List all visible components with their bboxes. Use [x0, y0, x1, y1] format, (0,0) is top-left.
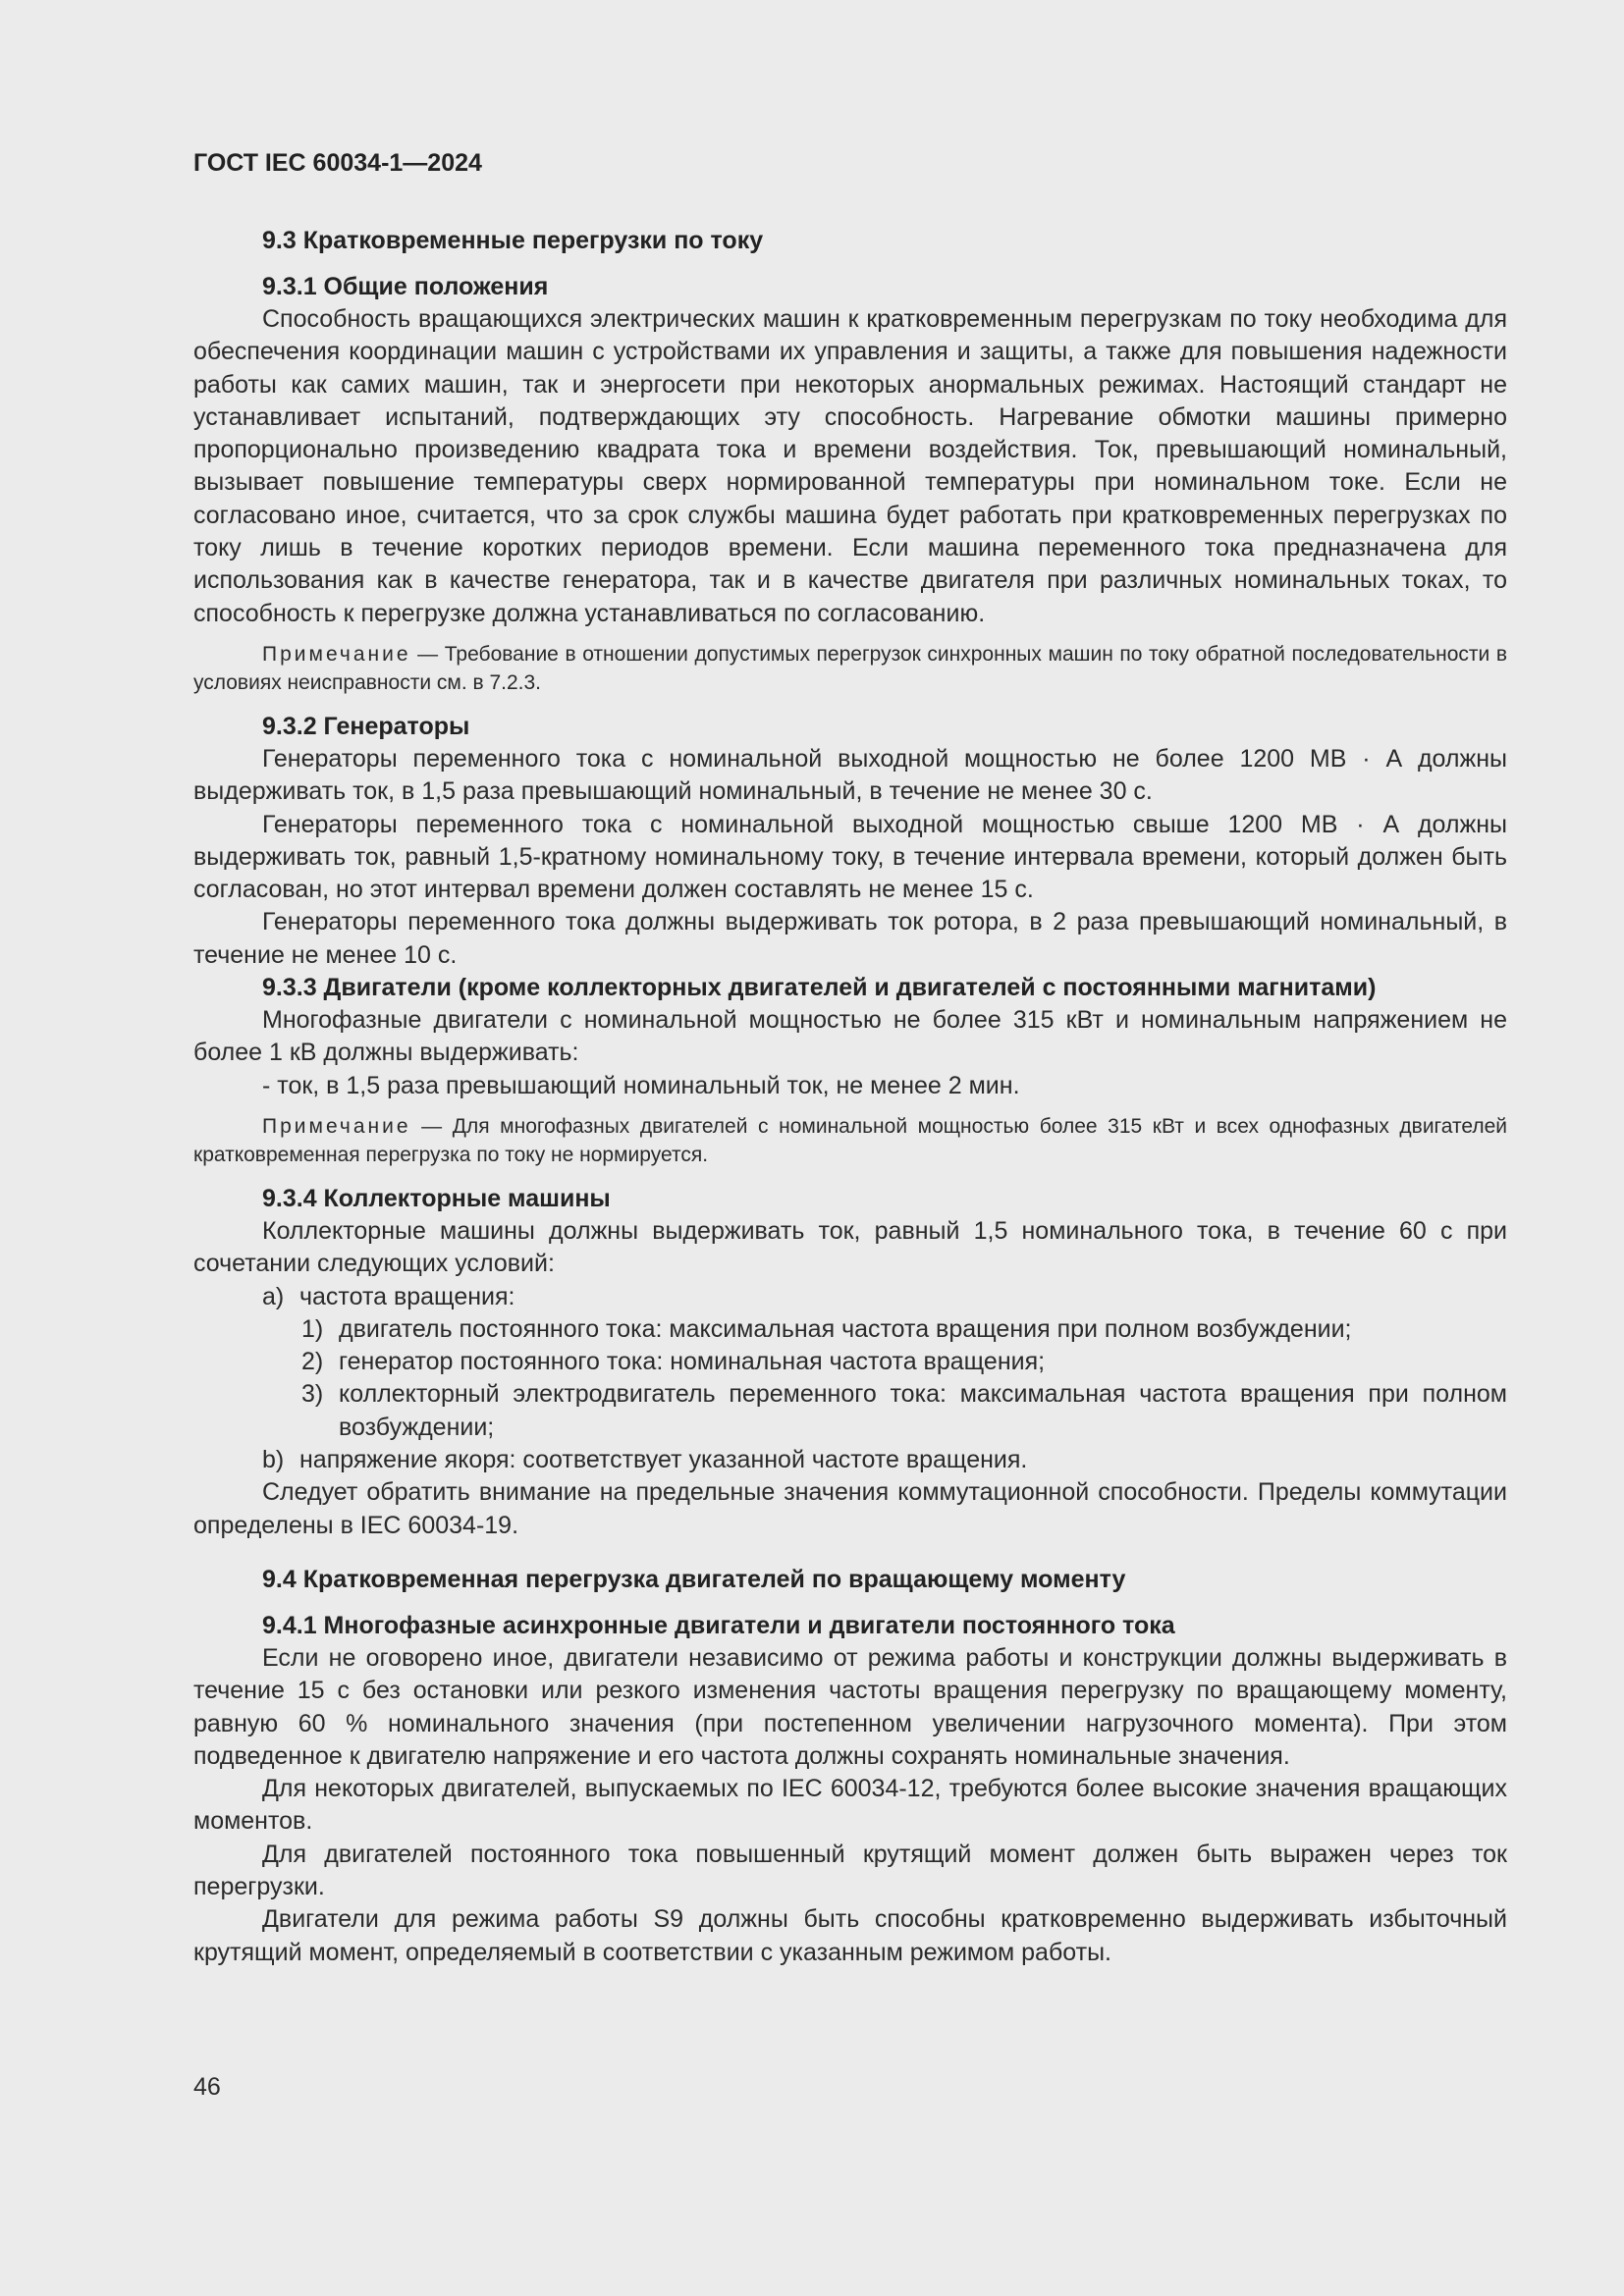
- section-9-3-1-title: 9.3.1 Общие положения: [262, 273, 549, 300]
- list-item-a-1: [193, 1313, 1507, 1346]
- section-9-4-1-paragraph-4: Двигатели для режима работы S9 должны быть способны кратковременно выдерживать избыточный крутящий момент, определяемый в соответствии с указанным режимом работы.: [193, 1905, 1507, 1966]
- section-9-3-2-paragraph-2: Генераторы переменного тока с номинальной выходной мощностью свыше 1200 МВ · А должны выдерживать ток, равный 1,5-кратному номинальному току, в течение интервала времени, который должен быть согласован, но этот интервал времени должен составлять не менее 15 с.: [193, 810, 1507, 904]
- document-header: ГОСТ IEC 60034-1—2024: [193, 149, 482, 177]
- section-9-3-1-note: [193, 640, 1507, 697]
- section-9-3-3-list-item: - ток, в 1,5 раза превышающий номинальный ток, не менее 2 мин.: [262, 1071, 1020, 1099]
- page-number: 46: [193, 2073, 221, 2101]
- list-text: напряжение якоря: соответствует указанной частоте вращения.: [299, 1446, 1028, 1474]
- section-9-3-1-paragraph: Способность вращающихся электрических машин к кратковременным перегрузкам по току необходима для обеспечения координации машин с устройствами их управления и защиты, а также для повышения надежности работы как самих машин, так и энергосети при некоторых анормальных режимах. Настоящий стандарт не устанавливает испытаний, подтверждающих эту способность. Нагревание обмотки машины примерно пропорционально произведению квадрата тока и времени воздействия. Ток, превышающий номинальный, вызывает повышение температуры сверх нормированной температуры при номинальном токе. Если не согласовано иное, считается, что за срок службы машина будет работать при кратковременных перегрузках по току лишь в течение коротких периодов времени. Если машина переменного тока предназначена для использования как в качестве генератора, так и в качестве двигателя при различных номинальных токах, то способность к перегрузке должна устанавливаться по согласованию.: [193, 305, 1507, 627]
- section-9-3-3-title: 9.3.3 Двигатели (кроме коллекторных двигателей и двигателей с постоянными магнитами): [262, 974, 1377, 1002]
- section-9-4-1-paragraph-3: Для двигателей постоянного тока повышенный крутящий момент должен быть выражен через ток перегрузки.: [193, 1840, 1507, 1900]
- list-item-b: [193, 1444, 1507, 1476]
- section-9-3-3-paragraph: Многофазные двигатели с номинальной мощностью не более 315 кВт и номинальным напряжением не более 1 кВ должны выдерживать:: [193, 1006, 1507, 1067]
- section-9-4-1-paragraph-1: Если не оговорено иное, двигатели независимо от режима работы и конструкции должны выдерживать в течение 15 с без остановки или резкого изменения частоты вращения перегрузку по вращающему моменту, равную 60 % номинального значения (при постепенном увеличении нагрузочного момента). При этом подведенное к двигателю напряжение и его частота должны сохранять номинальные значения.: [193, 1643, 1507, 1770]
- list-text: двигатель постоянного тока: максимальная частота вращения при полном возбуждении;: [339, 1314, 1352, 1343]
- list-text: генератор постоянного тока: номинальная частота вращения;: [339, 1348, 1046, 1376]
- section-9-3-3-note: [193, 1112, 1507, 1169]
- list-item-a: [193, 1281, 1507, 1313]
- section-9-3-4-title: 9.3.4 Коллекторные машины: [262, 1184, 611, 1212]
- list-marker: a): [262, 1282, 285, 1310]
- section-9-4-1-title: 9.4.1 Многофазные асинхронные двигатели и двигатели постоянного тока: [262, 1611, 1175, 1639]
- list-marker: 2): [301, 1348, 324, 1376]
- list-text: частота вращения:: [299, 1282, 515, 1310]
- note-text: — Для многофазных двигателей с номинальной мощностью более 315 кВт и всех однофазных двигателей кратковременная перегрузка по току не нормируется.: [193, 1114, 1507, 1166]
- list-item-a-2: [193, 1346, 1507, 1378]
- section-9-4-1-paragraph-2: Для некоторых двигателей, выпускаемых по IEC 60034-12, требуются более высокие значения вращающих моментов.: [193, 1775, 1507, 1836]
- list-marker: 3): [301, 1380, 324, 1409]
- note-label: Примечание: [262, 642, 411, 666]
- section-9-3-4-paragraph-2: Следует обратить внимание на предельные значения коммутационной способности. Пределы коммутации определены в IEC 60034-19.: [193, 1478, 1507, 1539]
- section-9-4-title: 9.4 Кратковременная перегрузка двигателей по вращающему моменту: [262, 1565, 1126, 1593]
- note-text: — Требование в отношении допустимых перегрузок синхронных машин по току обратной последовательности в условиях неисправности см. в 7.2.3.: [193, 642, 1507, 694]
- section-9-3-2-title: 9.3.2 Генераторы: [262, 712, 470, 740]
- note-label: Примечание: [262, 1114, 411, 1138]
- list-marker: b): [262, 1446, 285, 1474]
- list-marker: 1): [301, 1314, 324, 1343]
- section-9-3-4-paragraph-1: Коллекторные машины должны выдерживать ток, равный 1,5 номинального тока, в течение 60 с при сочетании следующих условий:: [193, 1216, 1507, 1278]
- section-9-3-title: 9.3 Кратковременные перегрузки по току: [262, 227, 764, 254]
- section-9-3-2-paragraph-1: Генераторы переменного тока с номинальной выходной мощностью не более 1200 МВ · А должны выдерживать ток, в 1,5 раза превышающий номинальный, в течение не менее 30 с.: [193, 744, 1507, 806]
- list-item-a-3: [193, 1378, 1507, 1444]
- section-9-3-2-paragraph-3: Генераторы переменного тока должны выдерживать ток ротора, в 2 раза превышающий номинальный, в течение не менее 10 с.: [193, 908, 1507, 969]
- document-page: [193, 149, 1507, 1969]
- list-text: коллекторный электродвигатель переменного тока: максимальная частота вращения при полном возбуждении;: [339, 1380, 1507, 1441]
